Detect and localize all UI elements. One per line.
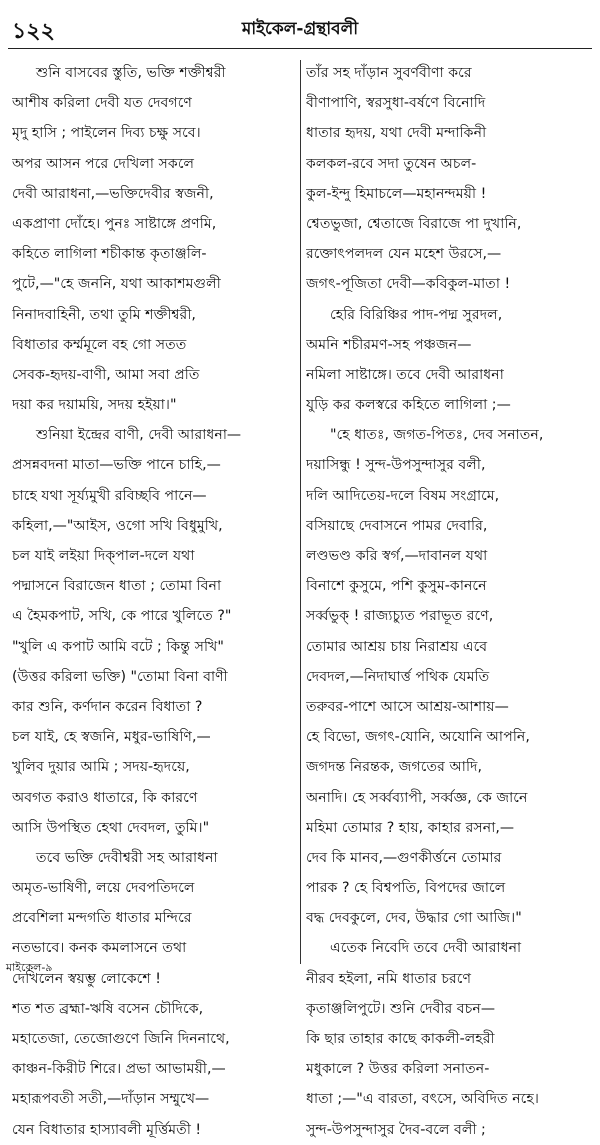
verse-line: জগৎ-পূজিতা দেবী—কবিকুল-মাতা ! [306,276,511,293]
verse-line: কলকল-রবে সদা তুষেন অচল- [306,155,477,172]
verse-line: রক্তোৎপলদল যেন মহেশ উরসে,— [306,246,502,263]
verse-line: "খুলি এ কপাট আমি বটে ; কিন্তু সখি" [12,638,224,655]
verse-line: আশীষ করিলা দেবী যত দেবগণে [12,95,193,112]
verse-line: দেব কি মানব,—গুণকীর্ত্তনে তোমার [306,849,502,866]
verse-line: শুনি বাসবের স্তুতি, ভক্তি শক্তীশ্বরী [36,65,226,81]
verse-line: প্রবেশিলা মন্দগতি ধাতার মন্দিরে [12,910,192,927]
verse-line: তোমার আশ্রয় চায় নিরাশ্রয় এবে [306,638,488,655]
verse-line: কহিলা,—"আইস, ওগো সখি বিধুমুখি, [12,517,223,534]
verse-line: নতভাবে। কনক কমলাসনে তথা [12,940,187,957]
verse-line: অমৃত-ভাষিণী, লয়ে দেবপতিদলে [12,880,195,897]
verse-line: চল যাই লইয়া দিক্পাল-দলে যথা [12,548,195,564]
header-rule [8,48,592,49]
verse-line: দলি আদিতেয়-দলে বিষম সংগ্রামে, [306,487,500,504]
verse-line: নীরব হইলা, নমি ধাতার চরণে [306,970,472,987]
verse-line: সুন্দ-উপসুন্দাসুর দৈব-বলে বলী ; [306,1121,486,1138]
verse-line: কাঞ্চন-কিরীট শিরে। প্রভা আভাময়ী,— [12,1061,226,1078]
verse-line: মধুকালে ? উত্তর করিলা সনাতন- [306,1061,490,1078]
verse-line: বদ্ধ দেবকুলে, দেব, উদ্ধার গো আজি।" [306,910,522,927]
right-column [306,58,592,1145]
verse-line: দয়া কর দয়াময়ি, সদয় হইয়া।" [12,397,177,414]
verse-line: শ্বেতভুজা, শ্বেতাজে বিরাজে পা দুখানি, [306,215,522,232]
page-header [0,12,600,46]
verse-line: দেবী আরাধনা,—ভক্তিদেবীর স্বজনী, [12,185,214,202]
verse-line: প্রসন্নবদনা মাতা—ভক্তি পানে চাহি,— [12,457,221,474]
verse-line: বসিয়াছে দেবাসনে পামর দেবারি, [306,517,488,534]
verse-line: যেন বিধাতার হাস্যাবলী মূর্ত্তিমতী ! [12,1121,202,1138]
verse-line: জগদন্ত নিরন্তক, জগতের আদি, [306,759,483,776]
verse-line: "হে ধাতঃ, জগত-পিতঃ, দেব সনাতন, [330,427,544,444]
verse-line: চাহে যথা সূর্য্যমুখী রবিচ্ছবি পানে— [12,487,207,504]
verse-line: পারক ? হে বিশ্বপতি, বিপদের জালে [306,880,506,897]
verse-line: কুল-ইন্দু হিমাচলে—মহানন্দময়ী ! [306,185,487,202]
verse-line: তাঁর সহ দাঁড়ান সুবর্ণবীণা করে [306,65,472,81]
verse-line: বীণাপাণি, স্বরসুধা-বর্ষণে বিনোদি [306,95,486,112]
verse-line: তরুবর-পাশে আসে আশ্রয়-আশায়— [306,698,509,715]
verse-line: কার শুনি, কর্ণদান করেন বিধাতা ? [12,698,203,715]
verse-line: চল যাই, হে স্বজনি, মধুর-ভাষিণি,— [12,729,211,746]
verse-line: সেবক-হৃদয়-বাণী, আমা সবা প্রতি [12,366,200,383]
verse-line: এ হৈমকপাট, সখি, কে পারে খুলিতে ?" [12,608,232,625]
verse-line: হে বিভো, জগৎ-যোনি, অযোনি আপনি, [306,729,530,746]
verse-line: মৃদু হাসি ; পাইলেন দিব্য চক্ষু সবে। [12,125,201,142]
verse-line: মহারূপবতী সতী,—দাঁড়ান সম্মুখে— [12,1091,210,1108]
verse-line: দেবদল,—নিদাঘার্ত্ত পথিক যেমতি [306,668,490,685]
verse-line: মহাতেজা, তেজোগুণে জিনি দিননাথে, [12,1031,230,1047]
verse-line: হেরি বিরিঞ্চির পাদ-পদ্ম সুরদল, [330,306,503,323]
verse-line: বিধাতার কর্ম্মমূলে বহ গো সতত [12,336,187,353]
verse-line: দয়াসিন্ধু ! সুন্দ-উপসুন্দাসুর বলী, [306,457,486,474]
left-column [12,58,298,1145]
verse-line: মহিমা তোমার ? হায়, কাহার রসনা,— [306,819,515,836]
verse-line: এতেক নিবেদি তবে দেবী আরাধনা [330,940,522,957]
verse-line: শুনিয়া ইন্দ্রের বাণী, দেবী আরাধনা— [36,427,242,444]
running-title: মাইকেল-গ্রন্থাবলী [241,19,359,39]
verse-line: ধাতার হৃদয়, যথা দেবী মন্দাকিনী [306,125,487,142]
verse-line: অপর আসন পরে দেখিলা সকলে [12,155,195,172]
verse-line: (উত্তর করিলা ভক্তি) "তোমা বিনা বাণী [12,668,228,685]
verse-line: খুলিব দুয়ার আমি ; সদয়-হৃদয়ে, [12,759,190,776]
verse-line: কি ছার তাহার কাছে কাকলী-লহরী [306,1031,495,1047]
verse-line: দেখিলেন স্বয়ম্ভু লোকেশে ! [12,970,161,987]
verse-line: লণ্ডভণ্ড করি স্বর্গ,—দাবানল যথা [306,548,488,564]
footer-signature: মাইকেল-৯ [6,961,53,974]
verse-line: কৃতাঞ্জলিপুটে। শুনি দেবীর বচন— [306,1000,496,1017]
verse-line: আসি উপস্থিত হেথা দেবদল, তুমি।" [12,819,210,836]
verse-line: সর্ব্বভুক্ ! রাজ্যচ্যুত পরাভূত রণে, [306,608,494,625]
verse-line: যুড়ি কর কলস্বরে কহিতে লাগিলা ;— [306,397,511,414]
verse-line: ধাতা ;—"এ বারতা, বৎসে, অবিদিত নহে। [306,1091,539,1108]
column-divider [300,60,301,964]
verse-line: নমিলা সাষ্টাঙ্গে। তবে দেবী আরাধনা [306,366,504,383]
page-number: ১২২ [12,18,55,44]
verse-line: নিনাদবাহিনী, তথা তুমি শক্তীশ্বরী, [12,306,196,323]
verse-line: বিনাশে কুসুমে, পশি কুসুম-কাননে [306,578,487,595]
verse-line: পদ্মাসনে বিরাজেন ধাতা ; তোমা বিনা [12,578,222,595]
verse-line: একপ্রাণা দোঁহে। পুনঃ সাষ্টাঙ্গে প্রণমি, [12,215,217,232]
verse-line: শত শত ব্রহ্মা-ঋষি বসেন চৌদিকে, [12,1000,204,1017]
verse-line: তবে ভক্তি দেবীশ্বরী সহ আরাধনা [36,849,218,866]
verse-line: অবগত করাও ধাতারে, কি কারণে [12,789,198,806]
verse-line: পুটে,—"হে জননি, যথা আকাশমগুলী [12,276,221,293]
verse-line: অনাদি। হে সর্ব্বব্যাপী, সর্ব্বজ্ঞ, কে জানে [306,789,528,806]
verse-line: কহিতে লাগিলা শচীকান্ত কৃতাঞ্জলি- [12,246,207,263]
verse-line: অমনি শচীরমণ-সহ পঞ্চজন— [306,336,472,353]
